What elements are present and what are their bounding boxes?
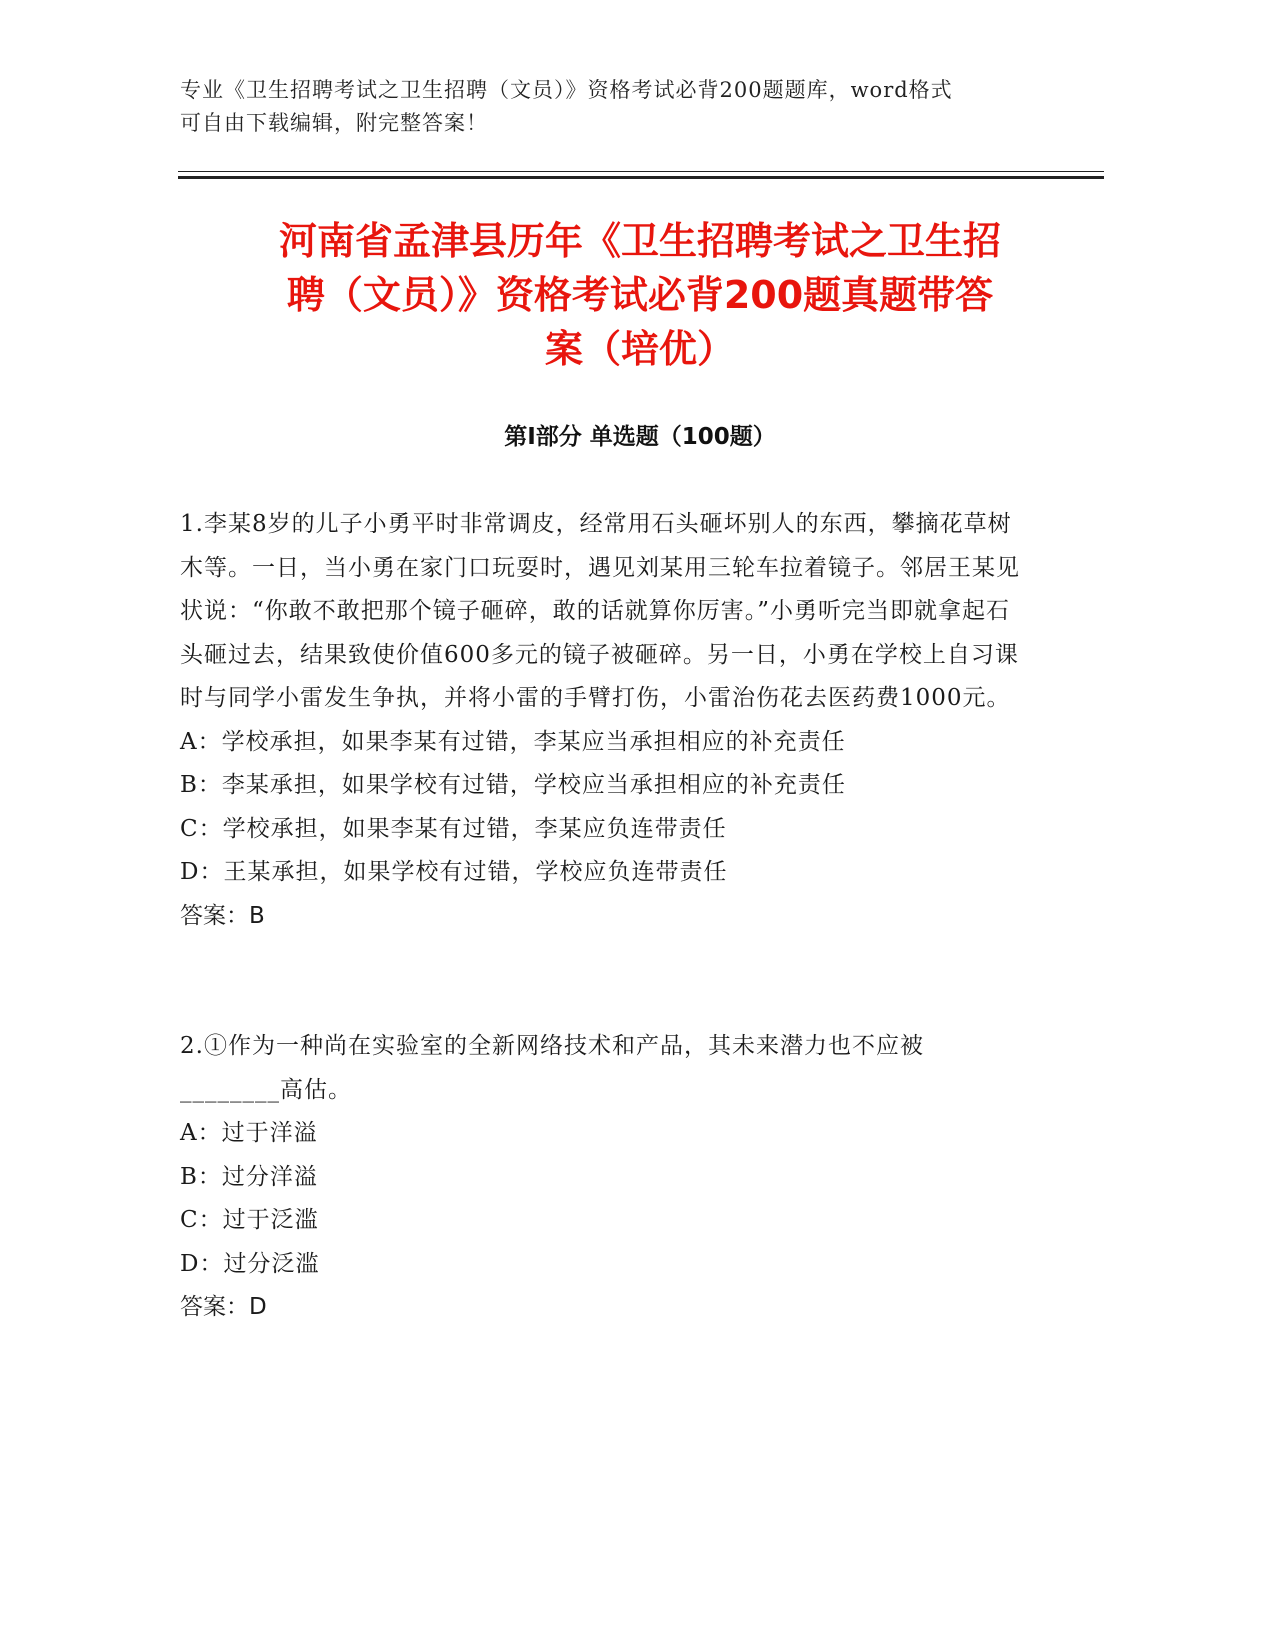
question-text: 2.①作为一种尚在实验室的全新网络技术和产品，其未来潜力也不应被________高估。 bbox=[180, 1033, 924, 1103]
header-note-line-2: 可自由下载编辑，附完整答案！ bbox=[180, 111, 488, 135]
question-option-c: C：学校承担，如果李某有过错，李某应负连带责任 bbox=[180, 815, 727, 842]
header-divider-thin bbox=[178, 171, 1104, 172]
document-title-line-1: 河南省孟津县历年《卫生招聘考试之卫生招 bbox=[278, 219, 1001, 263]
document-title-line-3: 案（培优） bbox=[544, 327, 735, 371]
section-heading: 第Ⅰ部分 单选题（100题） bbox=[504, 424, 776, 450]
question-option-d: D：过分泛滥 bbox=[180, 1250, 320, 1277]
question-option-a: A：学校承担，如果李某有过错，李某应当承担相应的补充责任 bbox=[180, 728, 846, 755]
header-note-line-1: 专业《卫生招聘考试之卫生招聘（文员）》资格考试必背200题题库，word格式 bbox=[180, 78, 953, 102]
document-title-line-2: 聘（文员）》资格考试必背200题真题带答 bbox=[286, 273, 994, 317]
question-option-b: B：李某承担，如果学校有过错，学校应当承担相应的补充责任 bbox=[180, 772, 846, 798]
document-title bbox=[180, 214, 1100, 376]
question-option-c: C：过于泛滥 bbox=[180, 1207, 319, 1233]
question-text: 1.李某8岁的儿子小勇平时非常调皮，经常用石头砸坏别人的东西，攀摘花草树木等。一日，当小勇在家门口玩耍时，遇见刘某用三轮车拉着镜子。邻居王某见状说：“你敢不敢把那个镜子砸碎，敢的话就算你厉害。”小勇听完当即就拿起石头砸过去，结果致使价值600多元的镜子被砸碎。另一日，小勇在学校上自习课时与同学小雷发生争执，并将小雷的手臂打伤，小雷治伤花去医药费1000元。 bbox=[180, 511, 1020, 711]
question-answer: 答案：B bbox=[180, 902, 265, 929]
question-item bbox=[180, 503, 1020, 938]
question-answer: 答案：D bbox=[180, 1294, 267, 1320]
question-option-b: B：过分洋溢 bbox=[180, 1163, 318, 1190]
question-option-d: D：王某承担，如果学校有过错，学校应负连带责任 bbox=[180, 859, 728, 885]
question-item bbox=[180, 1025, 1020, 1330]
header-divider-thick bbox=[178, 176, 1104, 179]
question-option-a: A：过于洋溢 bbox=[180, 1120, 318, 1146]
header-note bbox=[180, 74, 1040, 140]
